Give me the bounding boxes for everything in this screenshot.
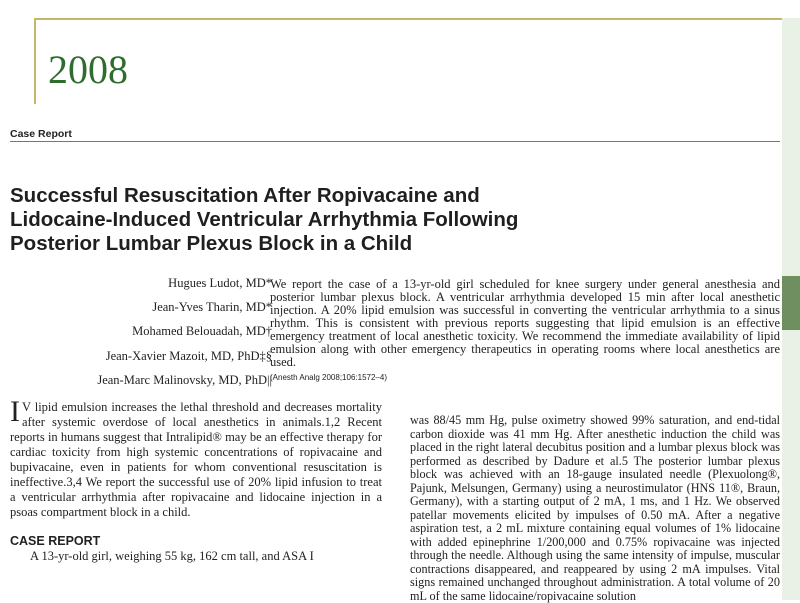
header-divider [10, 141, 780, 142]
left-column [10, 395, 382, 564]
author: Jean-Yves Tharin, MD* [152, 300, 272, 315]
abstract-text: We report the case of a 13-yr-old girl scheduled for knee surgery under general anesthesia and posterior lumbar plexus block. A ventricular arrhythmia developed 15 min after local anesthetic injection. A 20% lipid emulsion was successful in converting the ventricular arrhythmia to a sinus rhythm. This is consistent with previous reports suggesting that lipid emulsion is an effective emergency treatment of local anesthetic toxicity. We recommend the immediate availability of lipid emulsion along with other emergency therapeutics in operating rooms where local anesthetics are used. [270, 277, 780, 369]
citation: (Anesth Analg 2008;106:1572–4) [270, 373, 387, 382]
author: Hugues Ludot, MD* [168, 276, 272, 290]
intro-paragraph [10, 395, 382, 520]
slide-year: 2008 [48, 47, 128, 92]
title-line-3: Posterior Lumbar Plexus Block in a Child [10, 232, 413, 255]
title-line-2: Lidocaine-Induced Ventricular Arrhythmia Following [10, 208, 519, 231]
intro-text: V lipid emulsion increases the lethal threshold and decreases mortality after systemic overdose of local anesthetics in animals.1,2 Recent reports in humans suggest that Intralipid® may be an effective therapy for cardiac toxicity from high systemic concentrations of ropivacaine and bupivacaine, even in patients for whom conventional resuscitation is ineffective.3,4 We report the successful use of 20% lipid infusion to treat a ventricular arrhythmia after ropivacaine and lidocaine injection in a psoas compartment block in a child. [10, 400, 382, 519]
right-column [410, 414, 780, 603]
case-report-heading: CASE REPORT [10, 534, 101, 548]
author: Jean-Xavier Mazoit, MD, PhD‡§ [105, 348, 272, 363]
right-column-text: was 88/45 mm Hg, pulse oximetry showed 99% saturation, and end-tidal carbon dioxide was 41 mm Hg. After anesthetic induction the child was placed in the right lateral decubitus position and a lumbar plexus block was performed as described by Dadure et al.5 The posterior lumbar plexus block was achieved with an 18-gauge insulated needle (Plexuolong®, Pajunk, Melsungen, Germany) using a neurostimulator (HNS 11®, Braun, Germany), with a starting output of 2 mA, 1 ms, and 1 Hz. We observed patellar movements elicited by impulses of 0.50 mA. After a negative aspiration test, a 2 mL mixture containing equal volumes of 1% lidocaine with added epinephrine 1/200,000 and 0.75% ropivacaine was injected through the needle. Although using the same intensity of impulse, muscular contractions disappeared, and reappeared by using 2 mA impulses. Vital signs remained unchanged throughout administration. A total volume of 20 mL of the same lidocaine/ropivacaine solution [410, 413, 780, 603]
section-label: Case Report [10, 128, 72, 140]
author: Mohamed Belouadah, MD† [132, 324, 272, 339]
slide-frame-top-rule [34, 18, 800, 20]
author: Jean-Marc Malinovsky, MD, PhD|| [97, 372, 272, 387]
slide-frame-left-rule [34, 18, 36, 104]
author-list [97, 276, 272, 397]
title-line-1: Successful Resuscitation After Ropivacaine and [10, 184, 480, 207]
slide-side-bar-marker [782, 276, 800, 330]
article-title [10, 184, 780, 256]
drop-cap: I [10, 395, 20, 428]
abstract [270, 278, 780, 384]
slide-side-bar [782, 18, 800, 600]
case-report-text: A 13-yr-old girl, weighing 55 kg, 162 cm tall, and ASA I [30, 549, 314, 563]
